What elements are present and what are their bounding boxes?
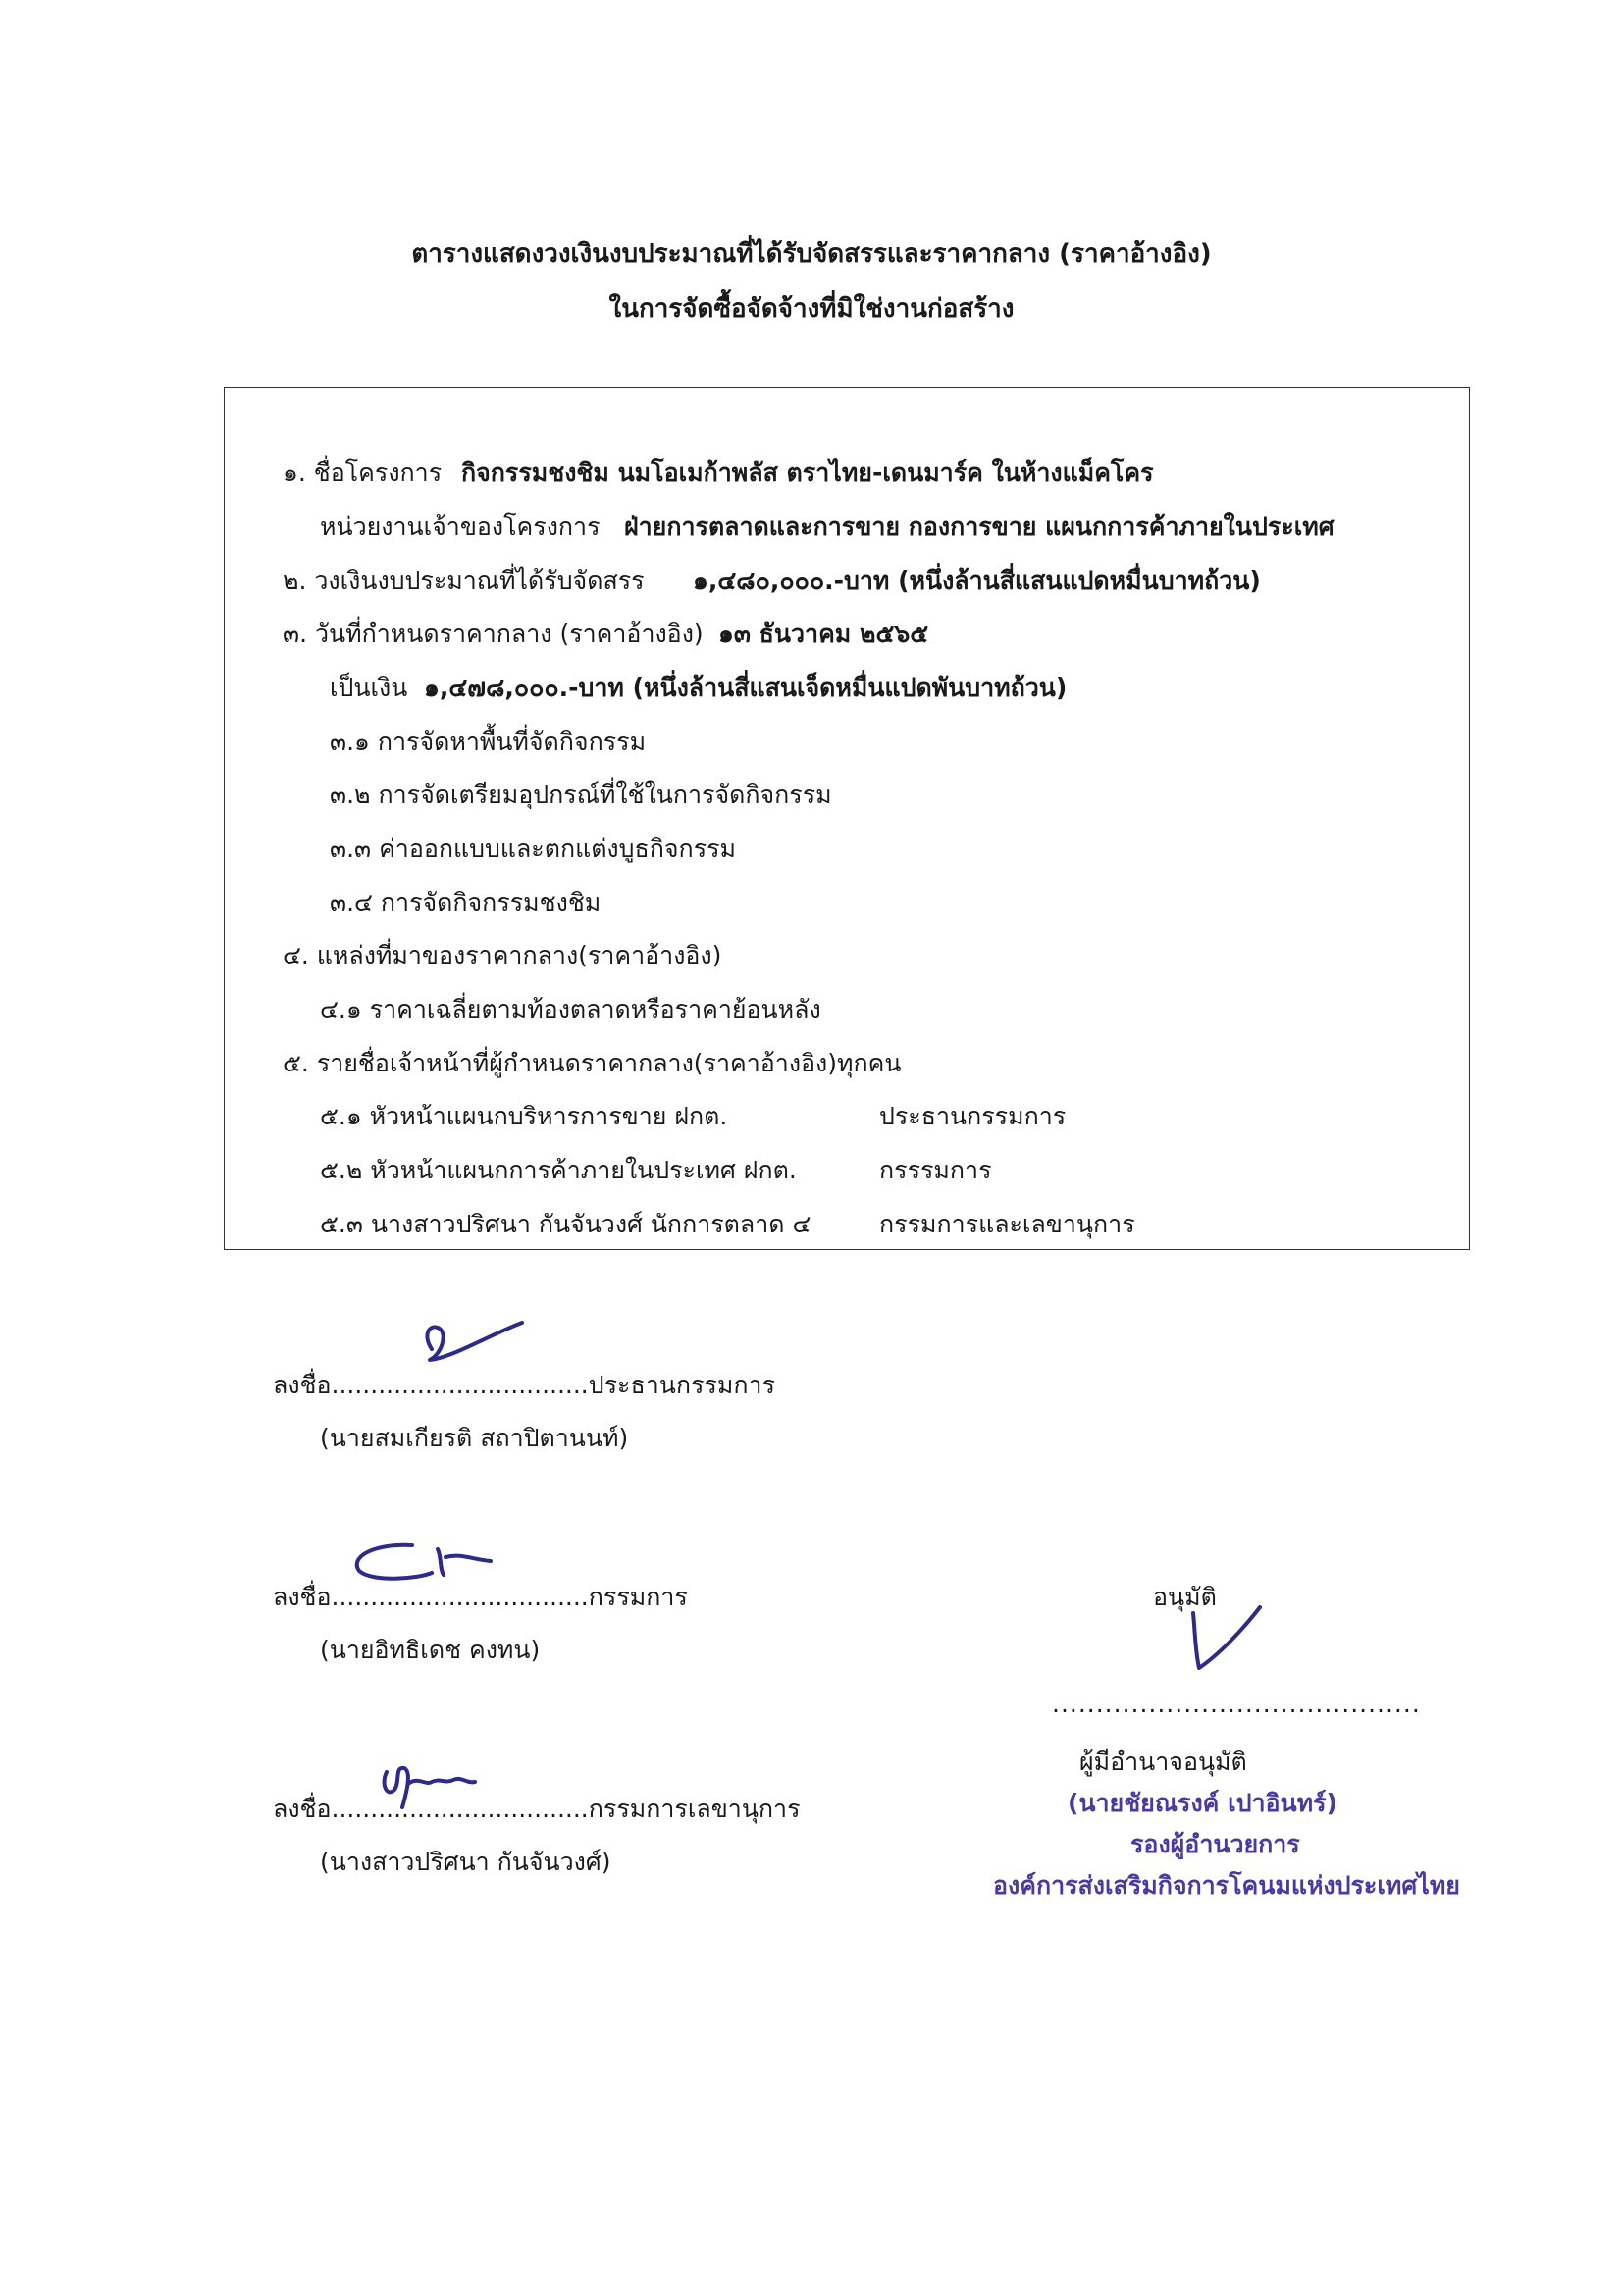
item-4-1: ๔.๑ ราคาเฉลี่ยตามท้องตลาดหรือราคาย้อนหลัง bbox=[320, 995, 821, 1023]
approval-authority: ผู้มีอำนาจอนุมัติ bbox=[1079, 1748, 1247, 1776]
member-1-role: ประธานกรรมการ bbox=[879, 1102, 1067, 1130]
signature-2-name: (นายอิทธิเดช คงทน) bbox=[320, 1636, 541, 1664]
approval-label: อนุมัติ bbox=[1153, 1583, 1217, 1611]
approval-dotted-line: .......................................... bbox=[1052, 1690, 1421, 1718]
amount-label: เป็นเงิน bbox=[330, 673, 408, 702]
signature-2-line: ลงชื่อ.................................กรรมการ bbox=[273, 1583, 688, 1611]
document-subtitle: ในการจัดซื้อจัดจ้างที่มิใช่งานก่อสร้าง bbox=[608, 294, 1015, 324]
item-3-label: ๓. วันที่กำหนดราคากลาง (ราคาอ้างอิง) bbox=[283, 619, 704, 648]
signature-1-line: ลงชื่อ.................................ประธานกรรมการ bbox=[273, 1371, 775, 1399]
signature-1-name: (นายสมเกียรติ สถาปิตานนท์) bbox=[320, 1424, 629, 1452]
item-3-4: ๓.๔ การจัดกิจกรรมชงชิม bbox=[330, 888, 602, 916]
member-3-role: กรรมการและเลขานุการ bbox=[879, 1210, 1135, 1238]
approval-signature-mark bbox=[1178, 1599, 1276, 1678]
member-2-name: ๕.๒ หัวหน้าแผนกการค้าภายในประเทศ ฝกต. bbox=[320, 1156, 797, 1184]
project-name: กิจกรรมชงชิม นมโอเมก้าพลัส ตราไทย-เดนมาร์ค ในห้างแม็คโคร bbox=[461, 458, 1154, 487]
document-title: ตารางแสดงวงเงินงบประมาณที่ได้รับจัดสรรและราคากลาง (ราคาอ้างอิง) bbox=[411, 239, 1212, 269]
item-5-label: ๕. รายชื่อเจ้าหน้าที่ผู้กำหนดราคากลาง(ราคาอ้างอิง)ทุกคน bbox=[283, 1049, 902, 1077]
item-3-2: ๓.๒ การจัดเตรียมอุปกรณ์ที่ใช้ในการจัดกิจกรรม bbox=[330, 780, 832, 809]
item-1-label: ๑. ชื่อโครงการ bbox=[283, 458, 443, 487]
member-3-name: ๕.๓ นางสาวปริศนา กันจันวงศ์ นักการตลาด ๔ bbox=[320, 1210, 812, 1238]
item-3-1: ๓.๑ การจัดหาพื้นที่จัดกิจกรรม bbox=[330, 727, 647, 756]
reference-date: ๑๓ ธันวาคม ๒๕๖๕ bbox=[718, 619, 929, 648]
signature-3-line: ลงชื่อ.................................กรรมการเลขานุการ bbox=[273, 1795, 801, 1823]
agency-value: ฝ่ายการตลาดและการขาย กองการขาย แผนกการค้าภายในประเทศ bbox=[624, 512, 1335, 541]
member-1-name: ๕.๑ หัวหน้าแผนกบริหารการขาย ฝกต. bbox=[320, 1102, 728, 1130]
approver-organization: องค์การส่งเสริมกิจการโคนมแห่งประเทศไทย bbox=[993, 1871, 1460, 1900]
approver-name: (นายชัยณรงค์ เปาอินทร์) bbox=[1068, 1789, 1337, 1817]
item-4-label: ๔. แหล่งที่มาของราคากลาง(ราคาอ้างอิง) bbox=[283, 941, 722, 969]
item-3-3: ๓.๓ ค่าออกแบบและตกแต่งบูธกิจกรรม bbox=[330, 834, 737, 862]
member-2-role: กรรรมการ bbox=[879, 1156, 992, 1184]
budget-value: ๑,๔๘๐,๐๐๐.-บาท (หนึ่งล้านสี่แสนแปดหมื่นบาทถ้วน) bbox=[693, 566, 1261, 595]
approver-position: รองผู้อำนวยการ bbox=[1130, 1830, 1300, 1858]
item-2-label: ๒. วงเงินงบประมาณที่ได้รับจัดสรร bbox=[283, 566, 645, 595]
amount-value: ๑,๔๗๘,๐๐๐.-บาท (หนึ่งล้านสี่แสนเจ็ดหมื่นแปดพันบาทถ้วน) bbox=[424, 673, 1068, 702]
signature-3-name: (นางสาวปริศนา กันจันวงศ์) bbox=[320, 1848, 611, 1876]
agency-label: หน่วยงานเจ้าของโครงการ bbox=[320, 512, 601, 541]
